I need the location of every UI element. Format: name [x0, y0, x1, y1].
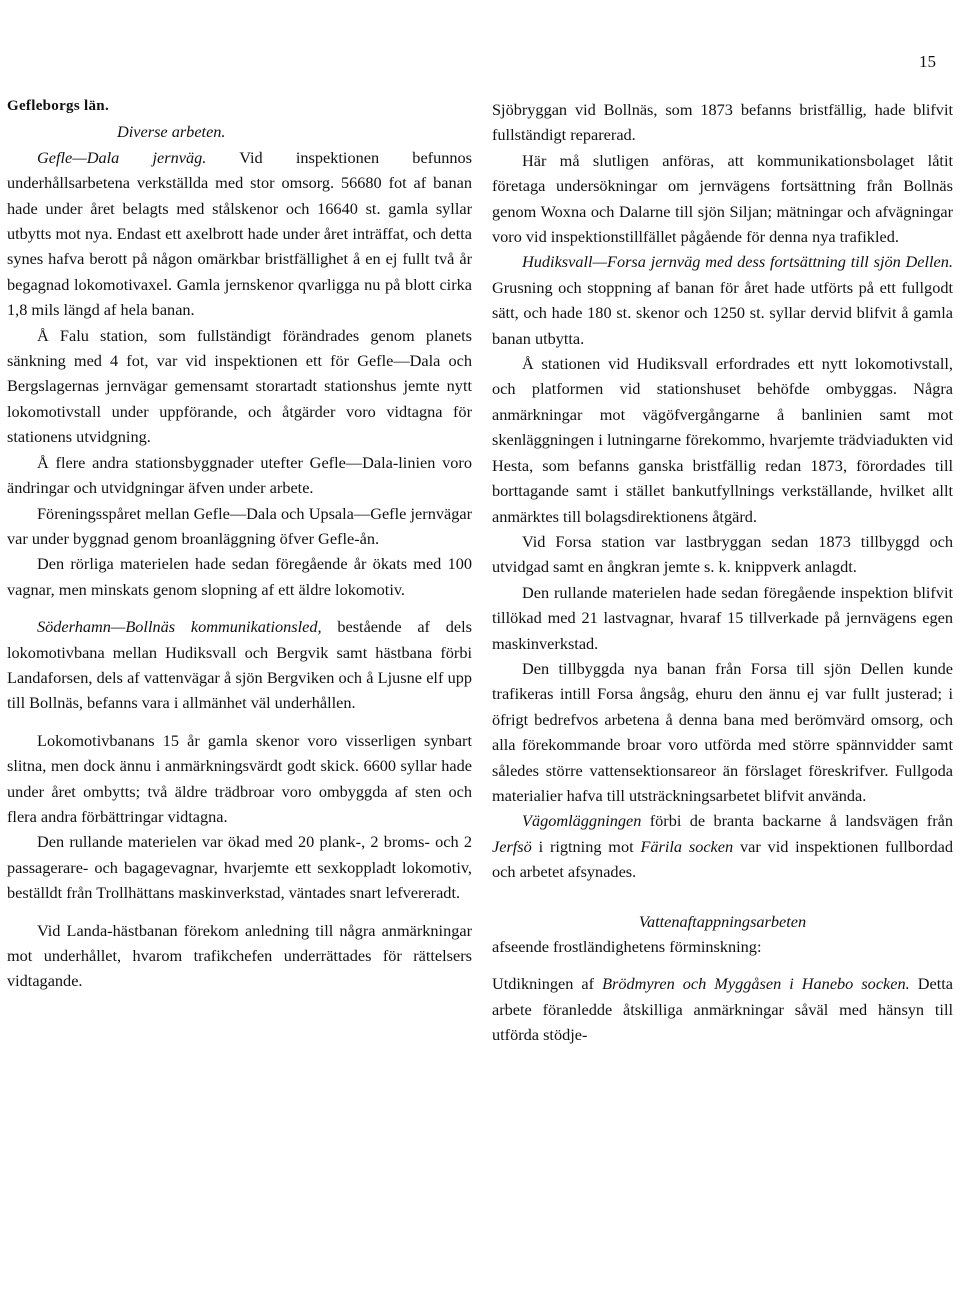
- paragraph: Hudiksvall—Forsa jernväg med dess fortsättning till sjön Dellen. Grusning och stoppning af banan för året hade utförts på ett fullgodt sätt, och hade 180 st. skenor och 1250 st. syllar dervid blifvit å gamla banan utbytta.: [492, 252, 953, 348]
- section-title: Gefleborgs län.: [7, 98, 109, 114]
- paragraph: afseende frostländighetens förminskning:: [492, 937, 762, 956]
- paragraph: Den rörliga materielen hade sedan föregående år ökats med 100 vagnar, men minskats genom slopning af ett äldre lokomotiv.: [7, 554, 472, 599]
- paragraph: Den tillbyggda nya banan från Forsa till sjön Dellen kunde trafikeras intill Forsa ångsåg, ehuru den ännu ej var fullt justerad; i öfrigt bedrefvos arbetena å denna bana med berömvärd omsorg, och alla förekommande broar voro utförda med större spännvidder samt således större vattensektionsareor än förslaget föreskrifver. Fullgoda materialier hafva till utsträckningsarbetet blifvit använda.: [492, 658, 953, 805]
- paragraph: Söderhamn—Bollnäs kommunikationsled, bestående af dels lokomotivbana mellan Hudiksvall och Bergvik samt hästbana förbi Landaforsen, dels af vattenvägar å sjön Bergviken och å Ljusne elf upp till Bollnäs, befanns vara i allmänhet väl underhållen.: [7, 617, 472, 713]
- paragraph: Den rullande materielen var ökad med 20 plank-, 2 broms- och 2 passagerare- och bagagevagnar, hvarjemte ett sexkoppladt lokomotiv, beställdt från Trollhättans maskinverkstad, väntades snart lefvereradt.: [7, 832, 472, 903]
- railway-name: Gefle—Dala jernväg.: [37, 147, 207, 167]
- paragraph: Sjöbryggan vid Bollnäs, som 1873 befanns bristfällig, hade blifvit fullständigt reparerad.: [492, 100, 953, 145]
- paragraph: Å flere andra stationsbyggnader utefter Gefle—Dala-linien voro ändringar och utvidgningar äfven under arbete.: [7, 452, 472, 498]
- right-column: [492, 97, 953, 1048]
- paragraph: Å stationen vid Hudiksvall erfordrades ett nytt lokomotivstall, och platformen vid stationshuset behöfde ombyggas. Några anmärkningar mot vägöfvergångarne å banlinien samt mot skenläggningen i lutningarne förekommo, hvarjemte trädviadukten vid Hesta, som befanns ganska bristfällig redan 1873, förordades till borttagande samt i stället bankutfyllnings verkställande, hvilket allt anmärktes till bolagsdirektionens åtgärd.: [492, 354, 953, 526]
- paragraph: Gefle—Dala jernväg. Vid inspektionen befunnos underhållsarbetena verkställda med stor omsorg. 56680 fot af banan hade under året belagts med stålskenor och 16640 st. gamla syllar utbytts mot nya. Endast ett axelbrott hade under året inträffat, och detta synes hafva berott på någon omärkbar bristfällighet å en ej fullt två år begagnad lokomotivaxel. Gamla jernskenor qvarligga nu på blott cirka 1,8 mils längd af hela banan.: [7, 147, 472, 320]
- paragraph: Vid Landa-hästbanan förekom anledning till några anmärkningar mot underhållet, hvarom trafikchefen underrättades för rättelsers vidtagande.: [7, 920, 472, 991]
- paragraph: Vägomläggningen förbi de branta backarne å landsvägen från Jerfsö i rigtning mot Färila socken var vid inspektionen fullbordad och arbetet afsynades.: [492, 811, 953, 882]
- paragraph: Lokomotivbanans 15 år gamla skenor voro visserligen synbart slitna, men dock ännu i anmärkningsvärdt godt skick. 6600 syllar hade under året ombytts; två äldre trädbroar voro ombyggda af sten och flera andra förbättringar vidtagna.: [7, 730, 472, 826]
- paragraph: Föreningsspåret mellan Gefle—Dala och Upsala—Gefle jernvägar var under byggnad genom broanläggning öfver Gefle-ån.: [7, 503, 472, 548]
- paragraph: Vid Forsa station var lastbryggan sedan 1873 tillbyggd och utvidgad samt en ångkran jemte s. k. knippverk anlagdt.: [492, 531, 953, 577]
- paragraph: Å Falu station, som fullständigt förändrades genom planets sänkning med 4 fot, var vid inspektionen ett för Gefle—Dala och Bergslagernas jernvägar gemensamt storartadt stationshus jemte nytt lokomotivstall under uppförande, och åtgärder voro vidtagna för stationens utvidgning.: [7, 325, 472, 447]
- left-column: [7, 94, 472, 994]
- railway-name: Söderhamn—Bollnäs kommunikationsled,: [37, 617, 322, 637]
- page-number: 15: [919, 52, 936, 71]
- paragraph: Här må slutligen anföras, att kommunikationsbolaget låtit företaga undersökningar om jernvägens fortsättning från Bollnäs genom Woxna och Dalarne till sjön Siljan; mätningar och afvägningar voro vid inspektionstillfället pågående för denna nya trafikled.: [492, 150, 953, 247]
- paragraph: Den rullande materielen hade sedan föregående inspektion blifvit tillökad med 21 lastvagnar, hvaraf 15 tillverkade på jernvägens egen maskinverkstad.: [492, 582, 953, 653]
- paragraph: Utdikningen af Brödmyren och Myggåsen i Hanebo socken. Detta arbete föranledde åtskilliga anmärkningar såväl med hänsyn till utförda stödje-: [492, 974, 954, 1045]
- subsection-title: Diverse arbeten.: [117, 122, 226, 142]
- subheading: Vattenaftappningsarbeten: [638, 911, 807, 931]
- railway-name: Hudiksvall—Forsa jernväg med dess fortsättning till sjön Dellen.: [522, 252, 953, 272]
